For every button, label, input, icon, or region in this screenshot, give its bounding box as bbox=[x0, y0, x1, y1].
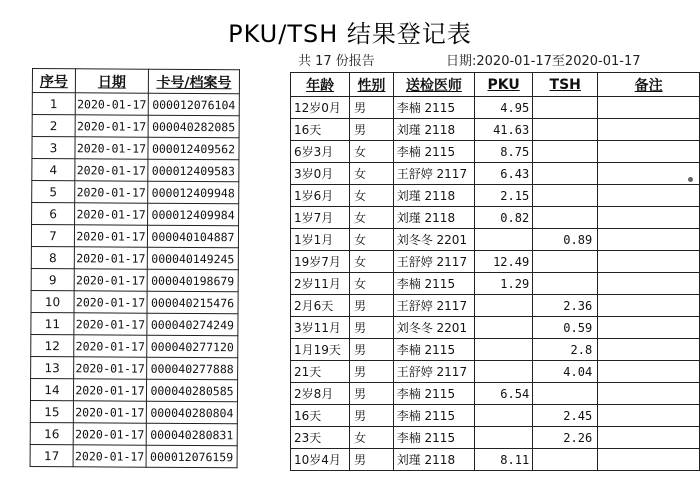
pku-cell: 8.75 bbox=[475, 141, 533, 163]
doctor-cell: 刘瑾 2118 bbox=[393, 449, 474, 471]
date-cell: 2020-01-17 bbox=[75, 115, 148, 137]
sex-cell: 女 bbox=[350, 141, 394, 163]
sex-cell: 男 bbox=[350, 295, 394, 317]
table-row bbox=[291, 273, 700, 295]
seq-cell: 7 bbox=[31, 225, 74, 247]
sex-cell: 男 bbox=[350, 97, 394, 119]
tsh-cell: 2.8 bbox=[533, 339, 598, 361]
age-cell: 23天 bbox=[291, 427, 350, 449]
pku-cell bbox=[475, 361, 533, 383]
tsh-cell: 0.89 bbox=[533, 229, 598, 251]
right-table bbox=[290, 72, 700, 471]
note-cell bbox=[598, 405, 700, 427]
sex-cell: 男 bbox=[350, 383, 394, 405]
table-row bbox=[291, 119, 700, 141]
doctor-cell: 王舒婷 2117 bbox=[393, 163, 474, 185]
note-cell bbox=[598, 251, 700, 273]
date-cell: 2020-01-17 bbox=[73, 423, 146, 445]
header-doctor: 送检医师 bbox=[393, 73, 474, 97]
pku-cell: 8.11 bbox=[475, 449, 533, 471]
note-cell bbox=[598, 185, 700, 207]
date-cell: 2020-01-17 bbox=[75, 137, 148, 159]
sex-cell: 女 bbox=[350, 251, 394, 273]
table-row bbox=[291, 427, 700, 449]
note-cell bbox=[598, 207, 700, 229]
card-number-cell: 000012409948 bbox=[148, 181, 239, 204]
header-card: 卡号/档案号 bbox=[148, 69, 239, 94]
note-cell bbox=[598, 317, 700, 339]
seq-cell: 8 bbox=[31, 246, 74, 268]
table-row bbox=[291, 405, 700, 427]
note-cell bbox=[598, 427, 700, 449]
table-row bbox=[30, 378, 237, 401]
seq-cell: 15 bbox=[30, 400, 73, 422]
table-row bbox=[291, 141, 700, 163]
pku-cell bbox=[475, 405, 533, 427]
page-title: PKU/TSH 结果登记表 bbox=[228, 20, 472, 48]
note-cell bbox=[598, 163, 700, 185]
date-cell: 2020-01-17 bbox=[74, 335, 147, 357]
date-cell: 2020-01-17 bbox=[74, 291, 147, 313]
card-number-cell: 000012409562 bbox=[148, 137, 239, 160]
age-cell: 1月19天 bbox=[291, 339, 350, 361]
note-cell bbox=[598, 295, 700, 317]
date-cell: 2020-01-17 bbox=[74, 225, 147, 247]
seq-cell: 12 bbox=[31, 334, 74, 356]
note-cell bbox=[598, 339, 700, 361]
pku-cell: 41.63 bbox=[475, 119, 533, 141]
table-row bbox=[291, 449, 700, 471]
left-table bbox=[30, 68, 240, 468]
table-row bbox=[31, 268, 238, 291]
age-cell: 2月6天 bbox=[291, 295, 350, 317]
seq-cell: 5 bbox=[32, 181, 75, 203]
date-cell: 2020-01-17 bbox=[74, 269, 147, 291]
note-cell bbox=[598, 449, 700, 471]
note-cell bbox=[598, 141, 700, 163]
doctor-cell: 刘冬冬 2201 bbox=[393, 317, 474, 339]
table-row bbox=[291, 295, 700, 317]
note-cell bbox=[598, 229, 700, 251]
note-cell bbox=[598, 119, 700, 141]
table-row bbox=[30, 422, 237, 445]
header-note: 备注 bbox=[598, 73, 700, 97]
table-row bbox=[291, 207, 700, 229]
sex-cell: 女 bbox=[350, 427, 394, 449]
header-sex: 性别 bbox=[350, 73, 394, 97]
table-row bbox=[31, 225, 238, 248]
age-cell: 3岁0月 bbox=[291, 163, 350, 185]
pku-cell: 1.29 bbox=[475, 273, 533, 295]
left-table-body bbox=[30, 93, 239, 468]
table-row bbox=[30, 444, 237, 467]
tsh-cell bbox=[533, 207, 598, 229]
doctor-cell: 王舒婷 2117 bbox=[393, 361, 474, 383]
card-number-cell: 000040274249 bbox=[147, 313, 238, 336]
card-number-cell: 000040277888 bbox=[147, 357, 238, 380]
sex-cell: 女 bbox=[350, 185, 394, 207]
doctor-cell: 李楠 2115 bbox=[393, 141, 474, 163]
seq-cell: 16 bbox=[30, 422, 73, 444]
table-row bbox=[291, 97, 700, 119]
header-tsh: TSH bbox=[533, 73, 598, 97]
table-row bbox=[291, 163, 700, 185]
doctor-cell: 李楠 2115 bbox=[393, 427, 474, 449]
pku-cell bbox=[475, 295, 533, 317]
table-row bbox=[291, 251, 700, 273]
tsh-cell bbox=[533, 251, 598, 273]
table-row bbox=[31, 312, 238, 335]
pku-cell: 4.95 bbox=[475, 97, 533, 119]
card-number-cell: 000040149245 bbox=[147, 247, 238, 270]
seq-cell: 1 bbox=[32, 93, 75, 115]
table-row bbox=[31, 356, 238, 379]
pku-cell: 2.15 bbox=[475, 185, 533, 207]
table-row bbox=[32, 115, 239, 138]
tsh-cell bbox=[533, 449, 598, 471]
card-number-cell: 000012409984 bbox=[148, 203, 239, 226]
tsh-cell bbox=[533, 383, 598, 405]
sex-cell: 男 bbox=[350, 317, 394, 339]
doctor-cell: 李楠 2115 bbox=[393, 339, 474, 361]
card-number-cell: 000040215476 bbox=[147, 291, 238, 314]
left-header-row bbox=[32, 69, 239, 94]
table-row bbox=[32, 203, 239, 226]
pku-cell bbox=[475, 427, 533, 449]
seq-cell: 10 bbox=[31, 290, 74, 312]
age-cell: 10岁4月 bbox=[291, 449, 350, 471]
punch-hole-mark bbox=[688, 177, 693, 182]
age-cell: 21天 bbox=[291, 361, 350, 383]
date-cell: 2020-01-17 bbox=[74, 313, 147, 335]
doctor-cell: 刘瑾 2118 bbox=[393, 185, 474, 207]
table-row bbox=[291, 229, 700, 251]
seq-cell: 17 bbox=[30, 444, 73, 466]
table-row bbox=[291, 317, 700, 339]
sex-cell: 女 bbox=[350, 207, 394, 229]
table-row bbox=[291, 383, 700, 405]
date-cell: 2020-01-17 bbox=[75, 181, 148, 203]
doctor-cell: 王舒婷 2117 bbox=[393, 251, 474, 273]
pku-cell bbox=[475, 229, 533, 251]
age-cell: 19岁7月 bbox=[291, 251, 350, 273]
seq-cell: 6 bbox=[32, 203, 75, 225]
tsh-cell bbox=[533, 185, 598, 207]
tsh-cell bbox=[533, 273, 598, 295]
age-cell: 2岁8月 bbox=[291, 383, 350, 405]
table-row bbox=[291, 361, 700, 383]
pku-cell bbox=[475, 339, 533, 361]
doctor-cell: 李楠 2115 bbox=[393, 97, 474, 119]
pku-cell bbox=[475, 317, 533, 339]
sex-cell: 女 bbox=[350, 273, 394, 295]
header-age: 年龄 bbox=[291, 73, 350, 97]
pku-cell: 0.82 bbox=[475, 207, 533, 229]
card-number-cell: 000040282085 bbox=[148, 115, 239, 138]
note-cell bbox=[598, 383, 700, 405]
pku-cell: 12.49 bbox=[475, 251, 533, 273]
sex-cell: 男 bbox=[350, 405, 394, 427]
table-row bbox=[30, 400, 237, 423]
tsh-cell: 4.04 bbox=[533, 361, 598, 383]
age-cell: 6岁3月 bbox=[291, 141, 350, 163]
tsh-cell: 2.45 bbox=[533, 405, 598, 427]
age-cell: 16天 bbox=[291, 119, 350, 141]
right-table-body bbox=[291, 97, 700, 471]
card-number-cell: 000040277120 bbox=[147, 335, 238, 358]
seq-cell: 2 bbox=[32, 115, 75, 137]
right-header-row bbox=[291, 73, 700, 97]
sex-cell: 男 bbox=[350, 119, 394, 141]
pku-cell: 6.43 bbox=[475, 163, 533, 185]
tsh-cell: 2.36 bbox=[533, 295, 598, 317]
age-cell: 16天 bbox=[291, 405, 350, 427]
tsh-cell bbox=[533, 97, 598, 119]
table-row bbox=[31, 334, 238, 357]
date-cell: 2020-01-17 bbox=[74, 357, 147, 379]
doctor-cell: 李楠 2115 bbox=[393, 383, 474, 405]
doctor-cell: 刘冬冬 2201 bbox=[393, 229, 474, 251]
tsh-cell bbox=[533, 141, 598, 163]
card-number-cell: 000040280585 bbox=[146, 379, 237, 402]
table-row bbox=[32, 137, 239, 160]
tsh-cell: 2.26 bbox=[533, 427, 598, 449]
seq-cell: 13 bbox=[31, 356, 74, 378]
table-row bbox=[32, 181, 239, 204]
table-row bbox=[32, 159, 239, 182]
seq-cell: 3 bbox=[32, 137, 75, 159]
header-date: 日期 bbox=[75, 69, 148, 93]
date-cell: 2020-01-17 bbox=[74, 247, 147, 269]
pku-cell: 6.54 bbox=[475, 383, 533, 405]
seq-cell: 9 bbox=[31, 268, 74, 290]
date-cell: 2020-01-17 bbox=[75, 93, 148, 115]
table-row bbox=[291, 185, 700, 207]
date-range: 日期:2020-01-17至2020-01-17 bbox=[446, 54, 641, 69]
seq-cell: 11 bbox=[31, 312, 74, 334]
header-seq: 序号 bbox=[32, 69, 75, 93]
note-cell bbox=[598, 97, 700, 119]
date-cell: 2020-01-17 bbox=[73, 379, 146, 401]
tsh-cell: 0.59 bbox=[533, 317, 598, 339]
age-cell: 2岁11月 bbox=[291, 273, 350, 295]
card-number-cell: 000040198679 bbox=[147, 269, 238, 292]
sex-cell: 女 bbox=[350, 229, 394, 251]
age-cell: 1岁1月 bbox=[291, 229, 350, 251]
age-cell: 1岁6月 bbox=[291, 185, 350, 207]
note-cell bbox=[598, 273, 700, 295]
date-cell: 2020-01-17 bbox=[75, 203, 148, 225]
table-row bbox=[32, 93, 239, 116]
age-cell: 3岁11月 bbox=[291, 317, 350, 339]
sex-cell: 男 bbox=[350, 361, 394, 383]
card-number-cell: 000040280804 bbox=[146, 401, 237, 424]
card-number-cell: 000012076159 bbox=[146, 445, 237, 468]
date-cell: 2020-01-17 bbox=[73, 401, 146, 423]
table-row bbox=[31, 246, 238, 269]
sex-cell: 男 bbox=[350, 339, 394, 361]
tsh-cell bbox=[533, 119, 598, 141]
card-number-cell: 000012076104 bbox=[148, 93, 239, 116]
doctor-cell: 李楠 2115 bbox=[393, 273, 474, 295]
table-row bbox=[291, 339, 700, 361]
sex-cell: 男 bbox=[350, 449, 394, 471]
card-number-cell: 000040280831 bbox=[146, 423, 237, 446]
seq-cell: 14 bbox=[30, 378, 73, 400]
doctor-cell: 王舒婷 2117 bbox=[393, 295, 474, 317]
doctor-cell: 刘瑾 2118 bbox=[393, 207, 474, 229]
card-number-cell: 000012409583 bbox=[148, 159, 239, 182]
card-number-cell: 000040104887 bbox=[147, 225, 238, 248]
report-count: 共 17 份报告 bbox=[298, 54, 375, 69]
tsh-cell bbox=[533, 163, 598, 185]
seq-cell: 4 bbox=[32, 159, 75, 181]
header-pku: PKU bbox=[475, 73, 533, 97]
date-cell: 2020-01-17 bbox=[75, 159, 148, 181]
table-row bbox=[31, 290, 238, 313]
doctor-cell: 刘瑾 2118 bbox=[393, 119, 474, 141]
doctor-cell: 李楠 2115 bbox=[393, 405, 474, 427]
age-cell: 1岁7月 bbox=[291, 207, 350, 229]
date-cell: 2020-01-17 bbox=[73, 445, 146, 467]
note-cell bbox=[598, 361, 700, 383]
age-cell: 12岁0月 bbox=[291, 97, 350, 119]
sex-cell: 女 bbox=[350, 163, 394, 185]
